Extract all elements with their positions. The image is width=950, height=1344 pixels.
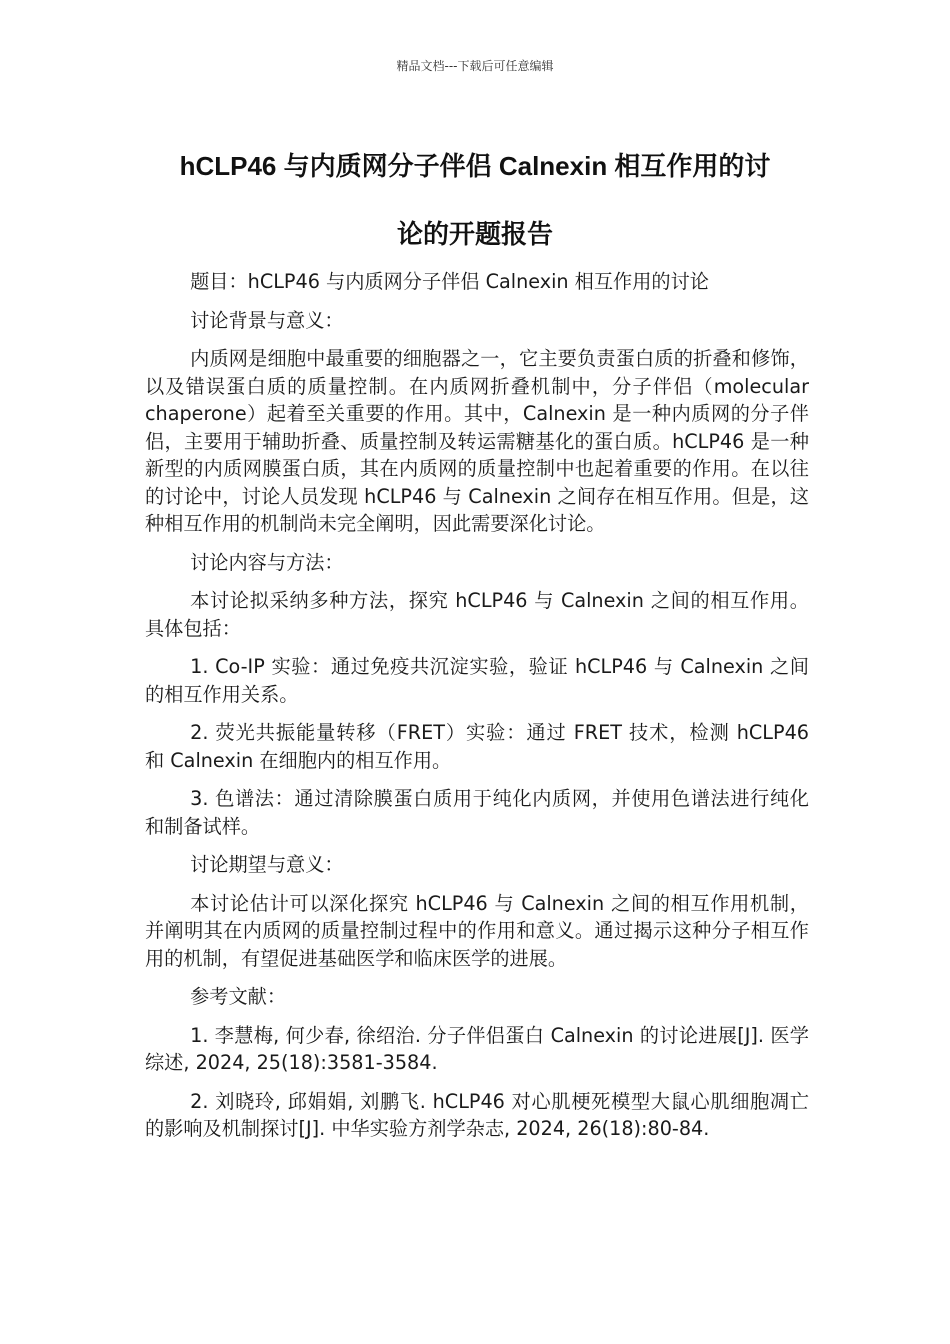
reference-item-2: 2. 刘晓玲, 邱娟娟, 刘鹏飞. hCLP46 对心肌梗死模型大鼠心肌细胞凋亡的影响及机制探讨[J]. 中华实验方剂学杂志, 2024, 26(18):80-84. — [145, 1089, 809, 1140]
expectation-paragraph: 本讨论估计可以深化探究 hCLP46 与 Calnexin 之间的相互作用机制，并阐明其在内质网的质量控制过程中的作用和意义。通过揭示这种分子相互作用的机制，有望促进基础医学和临床医学的进展。 — [145, 891, 809, 970]
methods-heading: 讨论内容与方法： — [190, 550, 344, 574]
method-item-3: 3. 色谱法：通过清除膜蛋白质用于纯化内质网，并使用色谱法进行纯化和制备试样。 — [145, 787, 809, 838]
method-item-2: 2. 荧光共振能量转移（FRET）实验：通过 FRET 技术，检测 hCLP46 和 Calnexin 在细胞内的相互作用。 — [145, 721, 809, 772]
references-heading: 参考文献： — [190, 985, 287, 1008]
document-title-line-1: hCLP46 与内质网分子伴侣 Calnexin 相互作用的讨 — [179, 151, 771, 181]
background-paragraph: 内质网是细胞中最重要的细胞器之一，它主要负责蛋白质的折叠和修饰，以及错误蛋白质的质量控制。在内质网折叠机制中，分子伴侣（molecular chaperone）起着至关重要的作用。其中，Calnexin 是一种内质网的分子伴侣，主要用于辅助折叠、质量控制及转运需糖基化的蛋白质。hCLP46 是一种新型的内质网膜蛋白质，其在内质网的质量控制中也起着重要的作用。在以往的讨论中，讨论人员发现 hCLP46 与 Calnexin 之间存在相互作用。但是，这种相互作用的机制尚未完全阐明，因此需要深化讨论。 — [145, 347, 809, 535]
methods-intro-paragraph: 本讨论拟采纳多种方法，探究 hCLP46 与 Calnexin 之间的相互作用。具体包括： — [145, 589, 809, 640]
background-heading: 讨论背景与意义： — [190, 308, 344, 332]
document-title-line-2: 论的开题报告 — [396, 219, 553, 249]
expectation-heading: 讨论期望与意义： — [190, 853, 344, 876]
method-item-1: 1. Co-IP 实验：通过免疫共沉淀实验，验证 hCLP46 与 Calnexin 之间的相互作用关系。 — [145, 655, 809, 706]
header-note: 精品文档---下载后可任意编辑 — [396, 59, 554, 73]
document-title — [145, 132, 805, 268]
reference-item-1: 1. 李慧梅, 何少春, 徐绍治. 分子伴侣蛋白 Calnexin 的讨论进展[J]. 医学综述, 2024, 25(18):3581-3584. — [145, 1023, 809, 1074]
topic-line: 题目：hCLP46 与内质网分子伴侣 Calnexin 相互作用的讨论 — [190, 270, 709, 293]
document-body — [145, 268, 809, 1154]
